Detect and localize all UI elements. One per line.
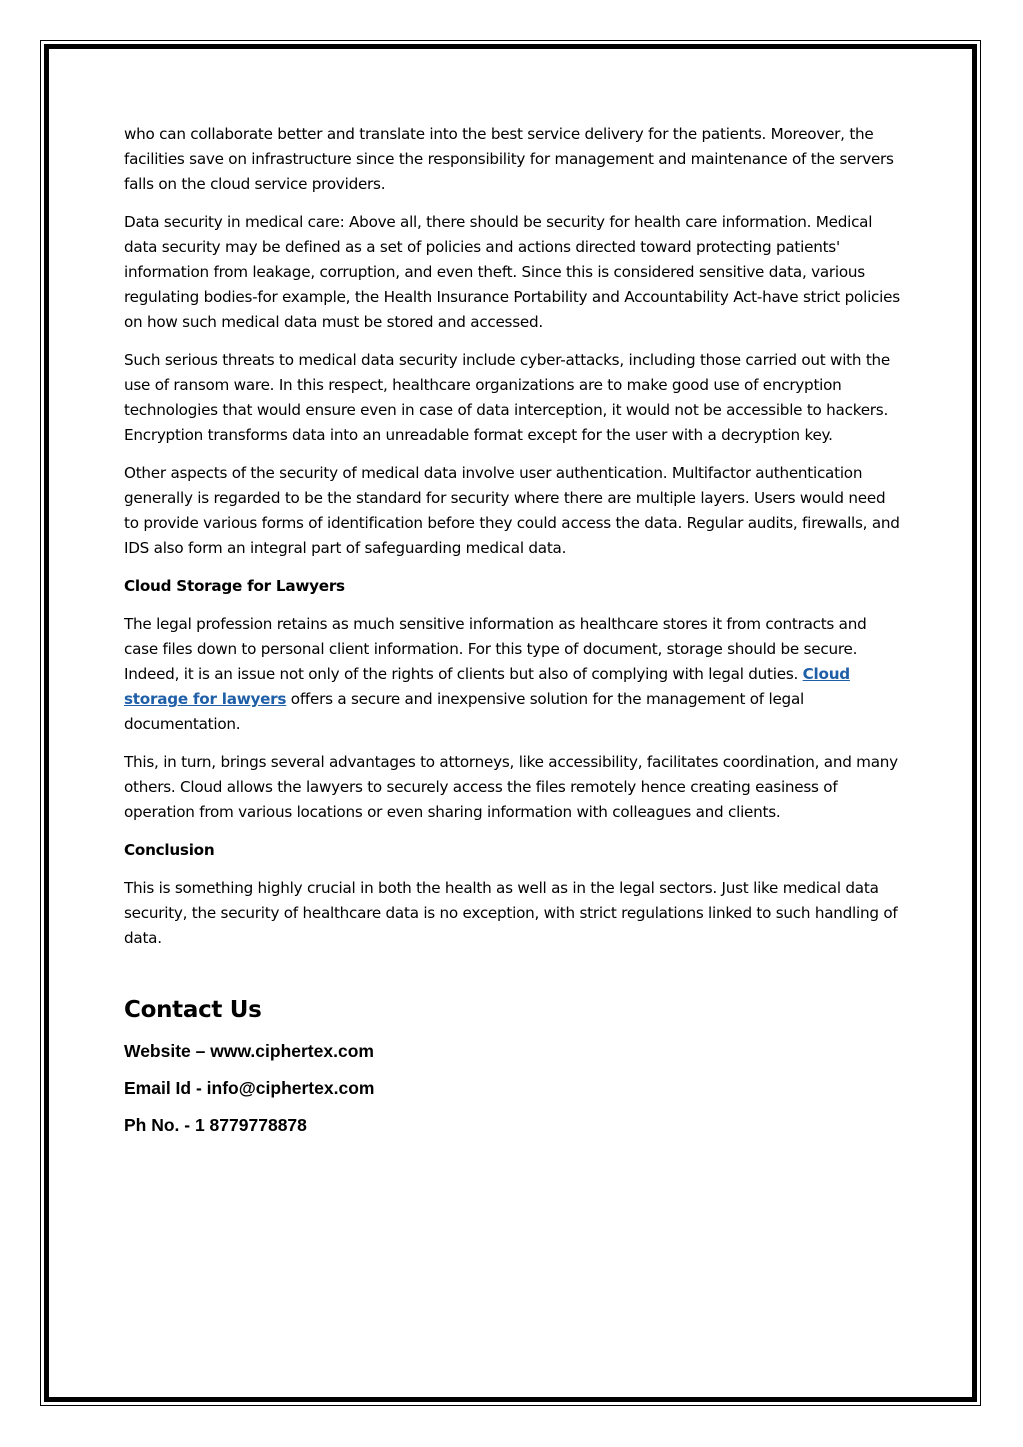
- paragraph-cyber-threats: Such serious threats to medical data security include cyber-attacks, including those carried out with the use of ransom ware. In this respect, healthcare organizations are to make good use of encryption technologies that would ensure even in case of data interception, it would not be accessible to hackers. Encryption transforms data into an unreadable format except for the user with a decryption key.: [124, 351, 891, 444]
- heading-conclusion: Conclusion: [124, 841, 215, 859]
- legal-text-before-link: The legal profession retains as much sensitive information as healthcare stores it from contracts and case files down to personal client information. For this type of document, storage should be secure. Indeed, it is an issue not only of the rights of clients but also of complying with legal duties.: [124, 615, 867, 683]
- paragraph-conclusion: This is something highly crucial in both the health as well as in the legal sectors. Just like medical data security, the security of healthcare data is no exception, with strict regulations linked to such handling of data.: [124, 879, 898, 947]
- contact-email: Email Id - info@ciphertex.com: [124, 1078, 375, 1098]
- contact-website: Website – www.ciphertex.com: [124, 1041, 374, 1061]
- paragraph-medical-data-security: Data security in medical care: Above all, there should be security for health care information. Medical data security may be defined as a set of policies and actions directed toward protecting patients' information from leakage, corruption, and even theft. Since this is considered sensitive data, various regulating bodies-for example, the Health Insurance Portability and Accountability Act-have strict policies on how such medical data must be stored and accessed.: [124, 213, 900, 331]
- contact-us-title: Contact Us: [124, 997, 262, 1023]
- paragraph-authentication: Other aspects of the security of medical data involve user authentication. Multifactor authentication generally is regarded to be the standard for security where there are multiple layers. Users would need to provide various forms of identification before they could access the data. Regular audits, firewalls, and IDS also form an integral part of safeguarding medical data.: [124, 464, 900, 557]
- contact-phone: Ph No. - 1 8779778878: [124, 1115, 307, 1135]
- legal-text-after-link: offers a secure and inexpensive solution for the management of legal documentation.: [124, 690, 804, 733]
- heading-cloud-storage-lawyers: Cloud Storage for Lawyers: [124, 577, 345, 595]
- paragraph-cloud-collaboration: who can collaborate better and translate into the best service delivery for the patients. Moreover, the facilities save on infrastructure since the responsibility for management and maintenance of the servers falls on the cloud service providers.: [124, 125, 894, 193]
- cloud-storage-for-lawyers-link[interactable]: Cloud storage for lawyers: [124, 665, 850, 708]
- paragraph-legal-profession: [124, 612, 904, 737]
- paragraph-attorney-advantages: This, in turn, brings several advantages to attorneys, like accessibility, facilitates coordination, and many others. Cloud allows the lawyers to securely access the files remotely hence creating easiness of operation from various locations or even sharing information with colleagues and clients.: [124, 753, 898, 821]
- document-body: [124, 122, 904, 1150]
